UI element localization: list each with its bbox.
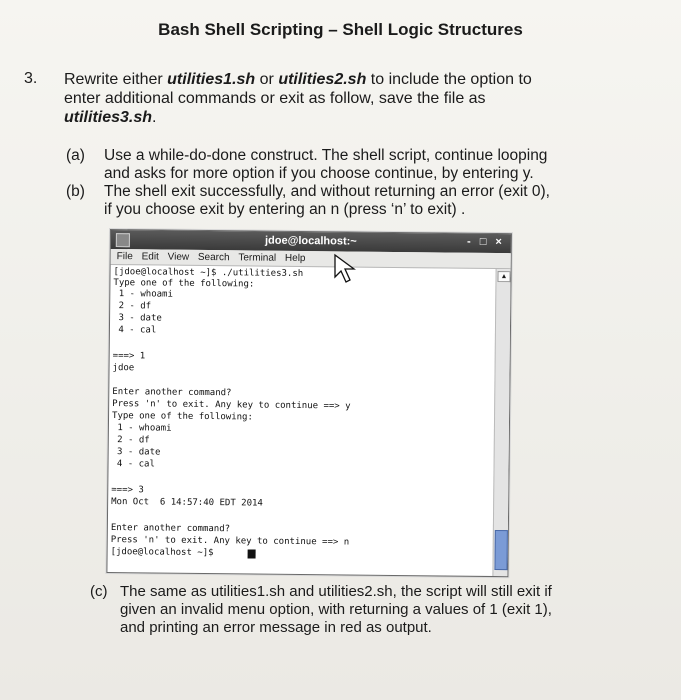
terminal-output[interactable] — [107, 265, 494, 576]
terminal-scrollbar[interactable] — [492, 269, 510, 576]
menu-file[interactable]: File — [116, 251, 133, 263]
window-controls[interactable]: - □ × — [466, 235, 505, 249]
question-line-1: Rewrite either utilities1.sh or utilities2.sh to include the option to — [64, 71, 532, 88]
terminal-line: Mon Oct 6 14:57:40 EDT 2014 — [111, 497, 263, 509]
menu-view[interactable]: View — [167, 251, 190, 263]
question-number: 3. — [24, 70, 38, 87]
terminal-line: 1 - whoami — [113, 289, 173, 300]
file-utilities2: utilities2.sh — [278, 71, 367, 88]
terminal-line: 2 - df — [113, 301, 152, 312]
terminal-line: ===> 1 — [112, 351, 146, 362]
part-a-line-1: Use a while-do-done construct. The shell script, continue looping — [104, 147, 548, 164]
terminal-line: Type one of the following: — [113, 278, 255, 290]
part-b-line-2: if you choose exit by entering an n (press ‘n’ to exit) . — [104, 201, 466, 218]
menu-edit[interactable]: Edit — [141, 251, 159, 263]
question-line-2: enter additional commands or exit as follow, save the file as — [64, 90, 486, 107]
terminal-line: Press 'n' to exit. Any key to continue ==> n — [110, 535, 350, 548]
menu-terminal[interactable]: Terminal — [238, 252, 277, 264]
scroll-up-icon[interactable]: ▲ — [497, 271, 510, 282]
terminal-window — [106, 229, 512, 577]
file-utilities1: utilities1.sh — [167, 71, 256, 88]
terminal-line: Enter another command? — [112, 387, 232, 399]
mouse-pointer-icon — [333, 253, 361, 285]
terminal-line: 2 - df — [111, 435, 150, 446]
terminal-line: Type one of the following: — [111, 411, 253, 423]
menu-help[interactable]: Help — [284, 252, 306, 265]
terminal-line: [jdoe@localhost ~]$ ./utilities3.sh — [113, 267, 304, 280]
terminal-line: [jdoe@localhost ~]$ — [110, 547, 214, 559]
terminal-line: 1 - whoami — [111, 423, 172, 434]
question-text — [64, 70, 624, 127]
menu-search[interactable]: Search — [197, 251, 230, 264]
terminal-line: 4 - cal — [112, 325, 157, 336]
terminal-line: 3 - date — [111, 447, 161, 458]
part-c-line-3: and printing an error message in red as output. — [120, 619, 432, 636]
part-b-line-1: The shell exit successfully, and without returning an error (exit 0), — [104, 183, 550, 200]
terminal-line: ===> 3 — [111, 485, 144, 496]
terminal-line: 3 - date — [113, 313, 162, 324]
terminal-line: Enter another command? — [110, 523, 231, 535]
question-line-3: utilities3.sh. — [64, 109, 157, 126]
terminal-line: jdoe — [112, 363, 135, 374]
part-a-line-2: and asks for more option if you choose continue, by entering y. — [104, 165, 534, 182]
part-a-label: (a) — [66, 147, 85, 164]
file-utilities3: utilities3.sh — [64, 109, 153, 126]
part-b-label: (b) — [66, 183, 85, 200]
scrollbar-thumb[interactable] — [494, 530, 507, 570]
terminal-line: 4 - cal — [111, 459, 155, 470]
terminal-cursor — [248, 549, 256, 558]
part-c-label: (c) — [90, 583, 108, 600]
part-c-line-2: given an invalid menu option, with returning a values of 1 (exit 1), — [120, 601, 552, 618]
page-title: Bash Shell Scripting – Shell Logic Structures — [158, 20, 523, 39]
part-c-line-1: The same as utilities1.sh and utilities2.sh, the script will still exit if — [120, 583, 552, 600]
terminal-line: Press 'n' to exit. Any key to continue ==> y — [112, 399, 351, 412]
terminal-title: jdoe@localhost:~ — [264, 234, 357, 248]
